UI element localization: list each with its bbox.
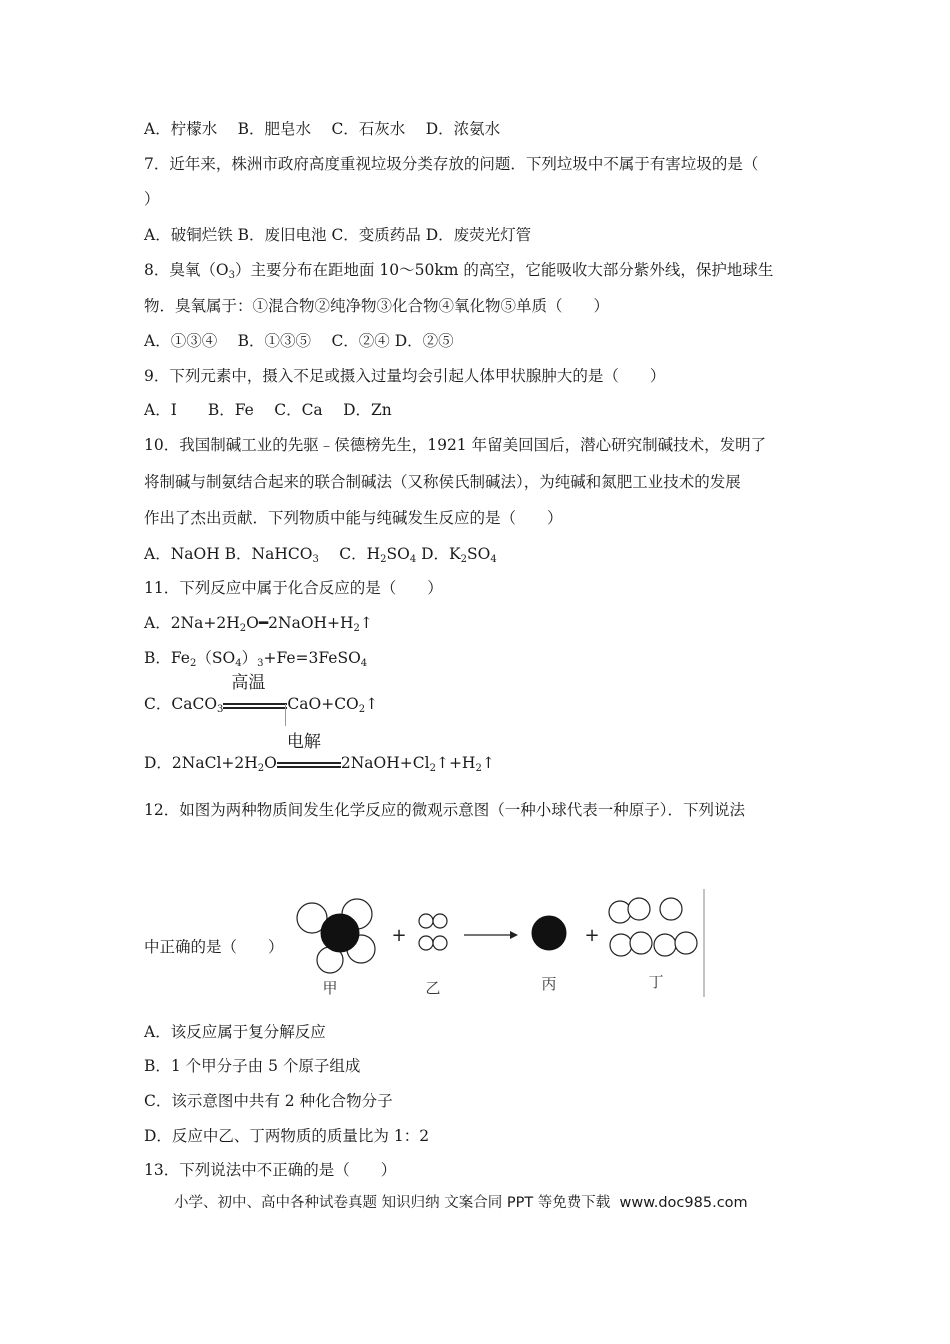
q7-stem-line1: 7．近年来，株洲市政府高度重视垃圾分类存放的问题．下列垃圾中不属于有害垃圾的是（ [144, 155, 759, 173]
q11-option-d [144, 732, 495, 779]
q12-option-b: B．1 个甲分子由 5 个原子组成 [144, 1057, 361, 1075]
text: A．2Na+2H [144, 614, 240, 632]
equals-bar [223, 707, 287, 709]
page-footer [174, 1191, 748, 1212]
q12-option-d: D．反应中乙、丁两物质的质量比为 1：2 [144, 1127, 430, 1145]
reaction-condition-high-temp [223, 673, 287, 715]
text: ↑ [359, 614, 373, 632]
label-bing: 丙 [541, 975, 557, 993]
subscript: 4 [235, 658, 242, 669]
text: A．NaOH B．NaHCO [144, 545, 313, 563]
q7-options: A．破铜烂铁 B．废旧电池 C．变质药品 D．废荧光灯管 [144, 226, 532, 244]
subscript: 2 [475, 763, 482, 774]
text: C．H [318, 545, 381, 563]
condition-label: 电解 [286, 732, 321, 752]
q12-stem-line2: 中正确的是（ ） [144, 938, 284, 956]
q6-options: A．柠檬水 B．肥皂水 C．石灰水 D．浓氨水 [144, 120, 501, 138]
atom-white [654, 934, 676, 956]
subscript: 4 [490, 554, 497, 565]
q9-stem: 9．下列元素中，摄入不足或摄入过量均会引起人体甲状腺肿大的是（ ） [144, 367, 666, 385]
molecule-ding [609, 898, 697, 956]
text: D．2NaCl+2H [144, 754, 258, 772]
text: C．CaCO [144, 695, 218, 713]
footer-link[interactable]: www.doc985.com [619, 1195, 748, 1211]
q9-options: A．I B．Fe C．Ca D．Zn [144, 401, 392, 419]
q12-option-c: C．该示意图中共有 2 种化合物分子 [144, 1092, 393, 1110]
footer-text: 小学、初中、高中各种试卷真题 知识归纳 文案合同 PPT 等免费下载 [174, 1195, 611, 1211]
molecule-bing [532, 916, 566, 950]
q11-option-c [144, 673, 379, 720]
condition-label: 高温 [231, 673, 266, 693]
q12-option-a: A．该反应属于复分解反应 [144, 1023, 326, 1041]
text: +Fe=3FeSO [263, 649, 361, 667]
text: ↑ [365, 695, 379, 713]
arrow-icon [464, 931, 518, 939]
subscript: 4 [409, 554, 417, 565]
subscript: 2 [257, 763, 265, 774]
text: O━2NaOH+H [246, 614, 354, 632]
atom-white [609, 901, 631, 923]
divider [285, 704, 286, 726]
equals-bar [223, 703, 287, 705]
equals-bar [277, 762, 341, 764]
subscript: 3 [257, 658, 264, 669]
text: ↑ [481, 754, 495, 772]
subscript: 3 [217, 704, 224, 715]
text: （SO [196, 649, 236, 667]
subscript: 2 [353, 623, 360, 634]
subscript: 3 [312, 554, 319, 565]
subscript: 4 [360, 658, 368, 669]
subscript: 2 [380, 554, 387, 565]
label-ding: 丁 [648, 973, 664, 991]
text: 8．臭氧（O [144, 261, 229, 279]
text: ） [241, 649, 258, 667]
q13-stem: 13．下列说法中不正确的是（ ） [144, 1161, 397, 1179]
atom-white [433, 936, 447, 950]
reaction-condition-electrolysis [277, 732, 341, 774]
text: SO [386, 545, 410, 563]
q8-stem-line1 [144, 260, 773, 286]
q7-stem-line2: ） [144, 190, 160, 208]
q12-stem-line1: 12．如图为两种物质间发生化学反应的微观示意图（一种小球代表一种原子）．下列说法 [144, 801, 745, 819]
text: 2NaOH+Cl [340, 754, 430, 772]
subscript: 2 [189, 658, 197, 669]
text: D．K [416, 545, 461, 563]
atom-black [321, 914, 359, 952]
atom-white [675, 932, 697, 954]
atom-white [630, 932, 652, 954]
atom-white [419, 936, 433, 950]
q11-option-b [144, 648, 367, 674]
text: O [264, 754, 277, 772]
q8-stem-line2: 物．臭氧属于：①混合物②纯净物③化合物④氧化物⑤单质（ ） [144, 297, 610, 315]
subscript: 2 [460, 554, 468, 565]
atom-white [628, 898, 650, 920]
text: SO [467, 545, 491, 563]
q10-line3: 作出了杰出贡献．下列物质中能与纯碱发生反应的是（ ） [144, 509, 563, 527]
atom-white [433, 914, 447, 928]
subscript: 2 [429, 763, 436, 774]
q11-option-a [144, 613, 373, 639]
text: CaO+CO [287, 695, 359, 713]
text: ）主要分布在距地面 10～50km 的高空，它能吸收大部分紫外线，保护地球生 [234, 261, 774, 279]
label-jia: 甲 [322, 979, 338, 997]
q10-line1: 10．我国制碱工业的先驱﹣侯德榜先生，1921 年留美回国后，潜心研究制碱技术，发明了 [144, 436, 767, 454]
plus-sign: + [584, 925, 600, 946]
molecule-jia [297, 899, 375, 973]
plus-sign: + [391, 925, 407, 946]
text: B．Fe [144, 649, 190, 667]
atom-white [660, 898, 682, 920]
text: ↑+H [435, 754, 476, 772]
equals-bar [277, 766, 341, 768]
q10-line2: 将制碱与制氨结合起来的联合制碱法（又称侯氏制碱法），为纯碱和氮肥工业技术的发展 [144, 473, 741, 491]
reaction-diagram [290, 885, 710, 1000]
molecule-yi [419, 914, 447, 950]
atom-white [419, 914, 433, 928]
q8-options: A．①③④ B．①③⑤ C．②④ D．②⑤ [144, 332, 454, 350]
subscript: 2 [358, 704, 366, 715]
q11-stem: 11．下列反应中属于化合反应的是（ ） [144, 579, 443, 597]
subscript: 3 [228, 270, 235, 281]
subscript: 2 [239, 623, 247, 634]
q10-options [144, 544, 497, 570]
label-yi: 乙 [425, 979, 441, 997]
atom-white [610, 934, 632, 956]
